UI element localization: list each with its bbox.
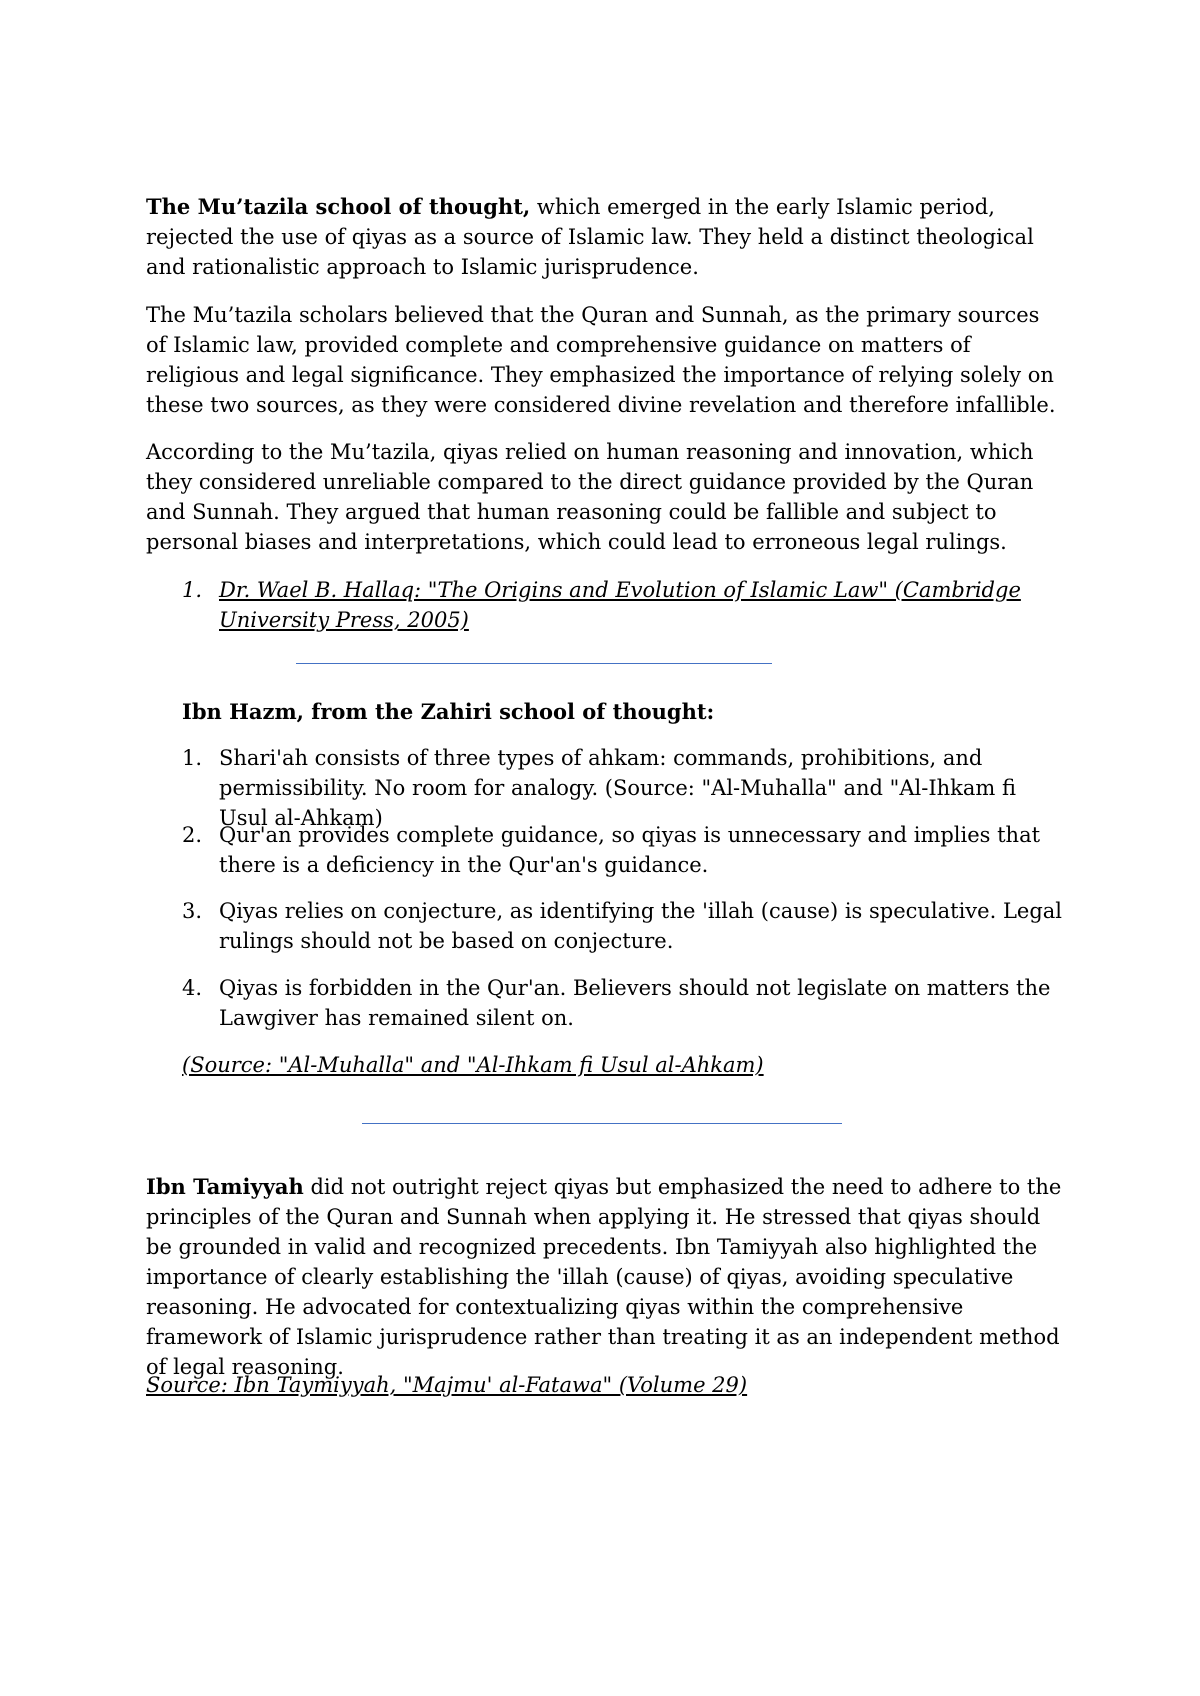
ibn-hazm-source-link[interactable]: (Source: "Al-Muhalla" and "Al-Ihkam fi Usul al-Ahkam) xyxy=(182,1053,764,1077)
ibn-taymiyyah-bold: Ibn Tamiyyah xyxy=(146,1174,304,1199)
list-item-text: Qiyas relies on conjecture, as identifying the 'illah (cause) is speculative. Legal rulings should not be based on conjecture. xyxy=(219,899,1063,953)
separator-line xyxy=(296,663,772,664)
separator-line xyxy=(362,1123,842,1124)
list-item xyxy=(182,820,1066,880)
list-item xyxy=(182,896,1066,956)
mutazila-paragraph-3: According to the Mu’tazila, qiyas relied on human reasoning and innovation, which they considered unreliable compared to the direct guidance provided by the Quran and Sunnah. They argued that human reasoning could be fallible and subject to personal biases and interpretations, which could lead to erroneous legal rulings. xyxy=(146,440,1034,554)
ibn-taymiyyah-source-link[interactable]: Source: Ibn Taymiyyah, "Majmu' al-Fatawa" (Volume 29) xyxy=(146,1373,748,1397)
mutazila-reference-link[interactable]: Dr. Wael B. Hallaq: "The Origins and Evolution of Islamic Law" (Cambridge University Press, 2005) xyxy=(219,578,1021,632)
list-item-text: Shari'ah consists of three types of ahkam: commands, prohibitions, and permissibility. No room for analogy. (Source: "Al-Muhalla" and "Al-Ihkam fi Usul al-Ahkam) xyxy=(219,746,1016,830)
list-number: 1. xyxy=(182,746,203,770)
list-item-text: Qiyas is forbidden in the Qur'an. Believers should not legislate on matters the Lawgiver has remained silent on. xyxy=(219,976,1051,1030)
list-number: 3. xyxy=(182,899,203,923)
list-item xyxy=(182,973,1066,1033)
mutazila-paragraph-2: The Mu’tazila scholars believed that the Quran and Sunnah, as the primary sources of Islamic law, provided complete and comprehensive guidance on matters of religious and legal significance. They emphasized the importance of relying solely on these two sources, as they were considered divine revelation and therefore infallible. xyxy=(146,303,1056,417)
mutazila-paragraph-1 xyxy=(146,192,1066,282)
list-number: 2. xyxy=(182,823,203,847)
ibn-taymiyyah-text: did not outright reject qiyas but emphasized the need to adhere to the principles of the Quran and Sunnah when applying it. He stressed that qiyas should be grounded in valid and recognized precedents. Ibn Tamiyyah also highlighted the importance of clearly establishing the 'illah (cause) of qiyas, avoiding speculative reasoning. He advocated for contextualizing qiyas within the comprehensive framework of Islamic jurisprudence rather than treating it as an independent method of legal reasoning. xyxy=(146,1175,1062,1379)
list-number: 1. xyxy=(182,578,203,602)
mutazila-intro-text: which emerged in the early Islamic period, rejected the use of qiyas as a source of Islamic law. They held a distinct theological and rationalistic approach to Islamic jurisprudence. xyxy=(146,195,1034,279)
list-item-text: Qur'an provides complete guidance, so qiyas is unnecessary and implies that there is a deficiency in the Qur'an's guidance. xyxy=(219,823,1041,877)
mutazila-reference-item xyxy=(182,575,1066,635)
mutazila-intro-bold: The Mu’tazila school of thought, xyxy=(146,194,531,219)
list-number: 4. xyxy=(182,976,203,1000)
ibn-taymiyyah-paragraph xyxy=(146,1172,1066,1382)
ibn-hazm-heading: Ibn Hazm, from the Zahiri school of thought: xyxy=(182,699,715,724)
